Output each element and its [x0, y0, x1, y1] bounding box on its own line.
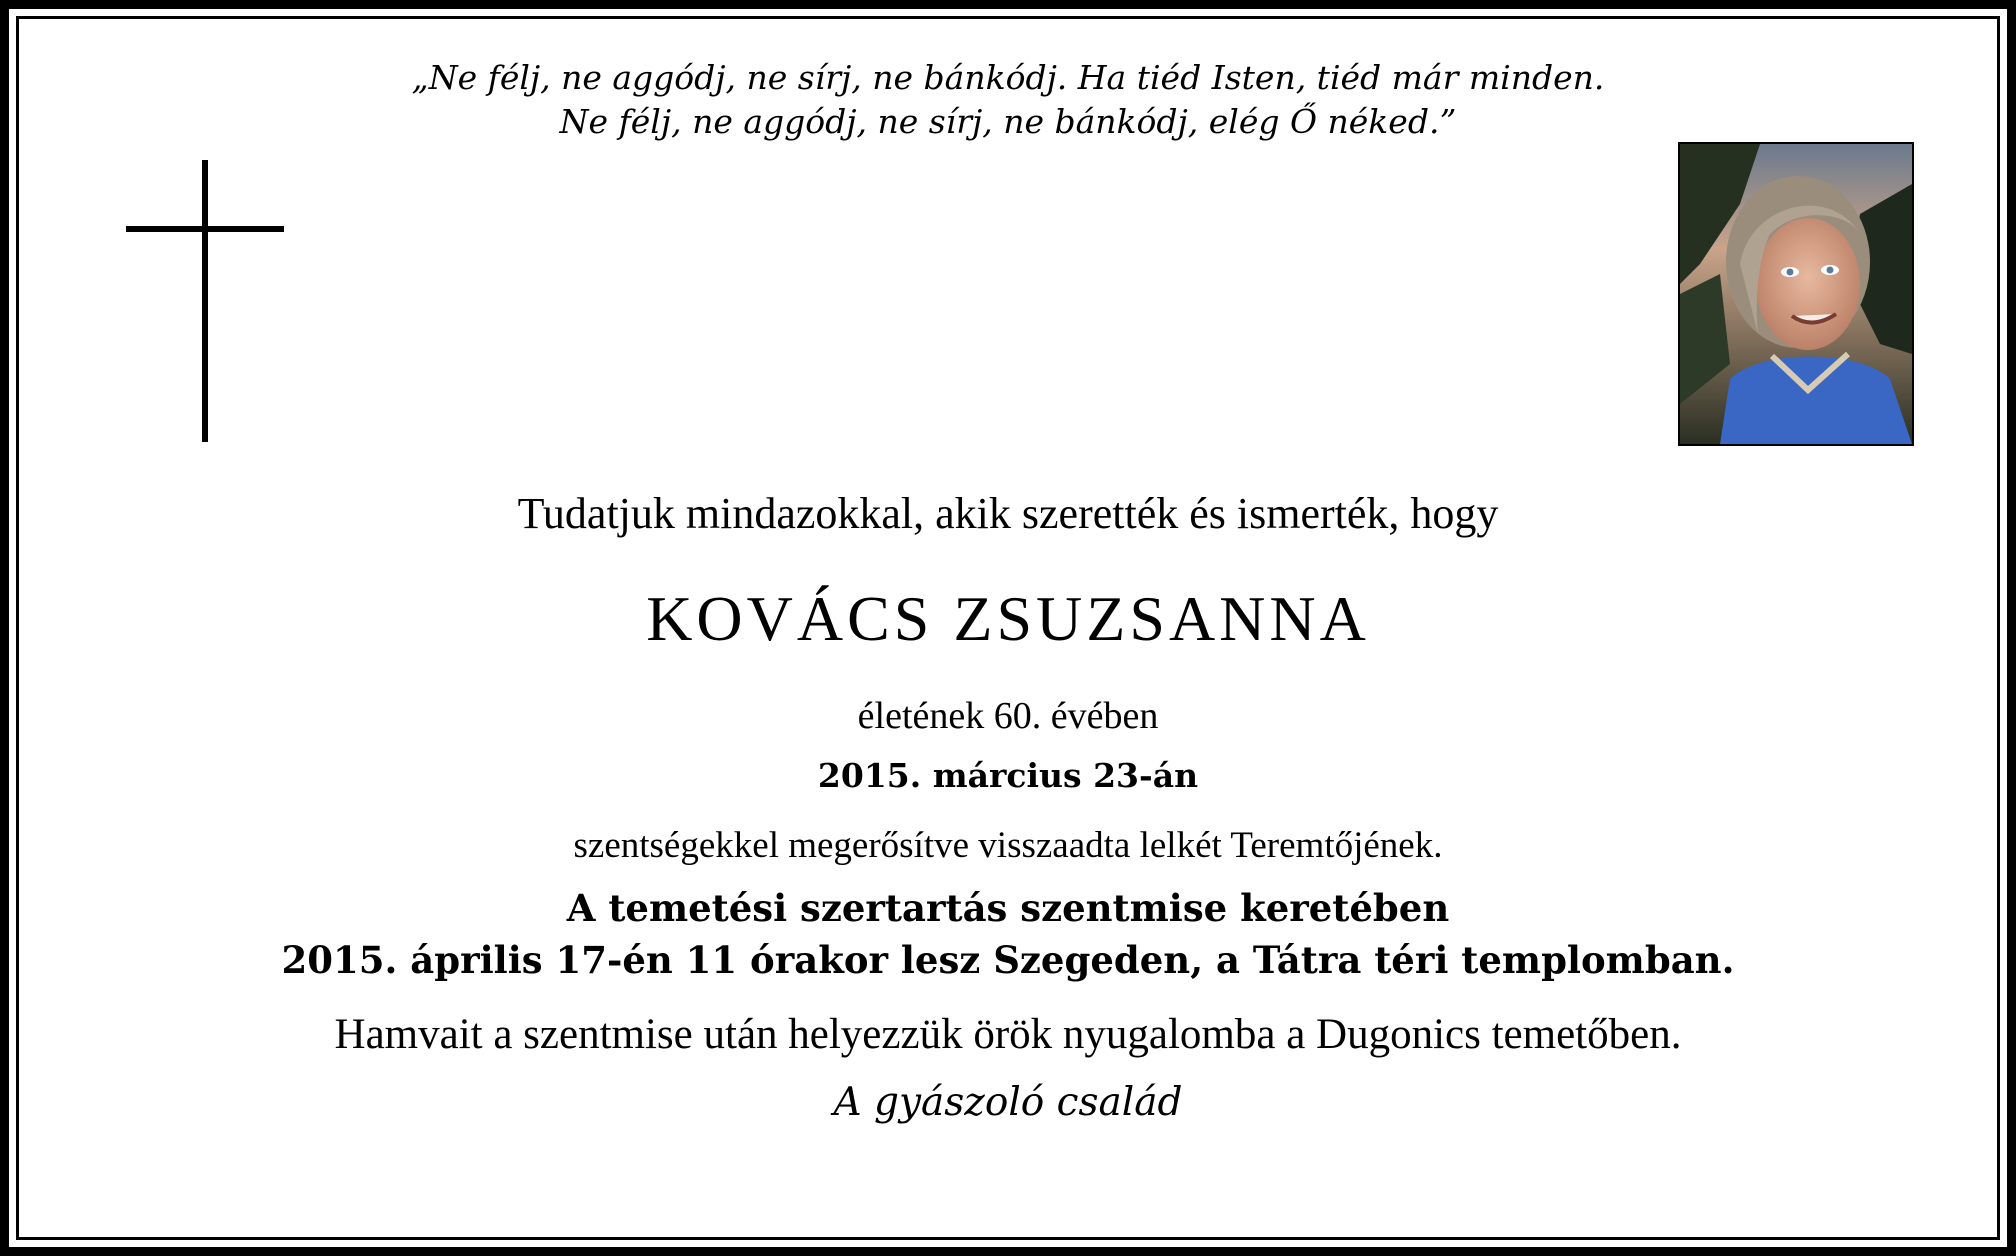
- ashes-text: Hamvait a szentmise után helyezzük örök nyugalomba a Dugonics temetőben.: [334, 1011, 1682, 1058]
- cross-horizontal-bar: [126, 226, 284, 232]
- intro-text: Tudatjuk mindazokkal, akik szerették és ismerték, hogy: [517, 489, 1499, 538]
- funeral-line-1: A temetési szertartás szentmise keretében: [566, 886, 1450, 930]
- deceased-name: KOVÁCS ZSUZSANNA: [646, 583, 1370, 654]
- funeral-line-2: 2015. április 17-én 11 órakor lesz Szegeden, a Tátra téri templomban.: [281, 938, 1735, 982]
- cross-vertical-bar: [202, 160, 208, 442]
- quote-line-1: „Ne félj, ne aggódj, ne sírj, ne bánkódj. Ha tiéd Isten, tiéd már minden.: [411, 58, 1605, 97]
- sacraments-text: szentségekkel megerősítve visszaadta lelkét Teremtőjének.: [573, 825, 1443, 866]
- death-date: 2015. március 23-án: [817, 756, 1199, 795]
- age-text: életének 60. évében: [857, 695, 1159, 737]
- portrait-photo: [1678, 142, 1914, 446]
- family-signature: A gyászoló család: [833, 1080, 1183, 1125]
- quote-line-2: Ne félj, ne aggódj, ne sírj, ne bánkódj, elég Ő néked.”: [559, 102, 1457, 141]
- cross-icon: [126, 160, 286, 442]
